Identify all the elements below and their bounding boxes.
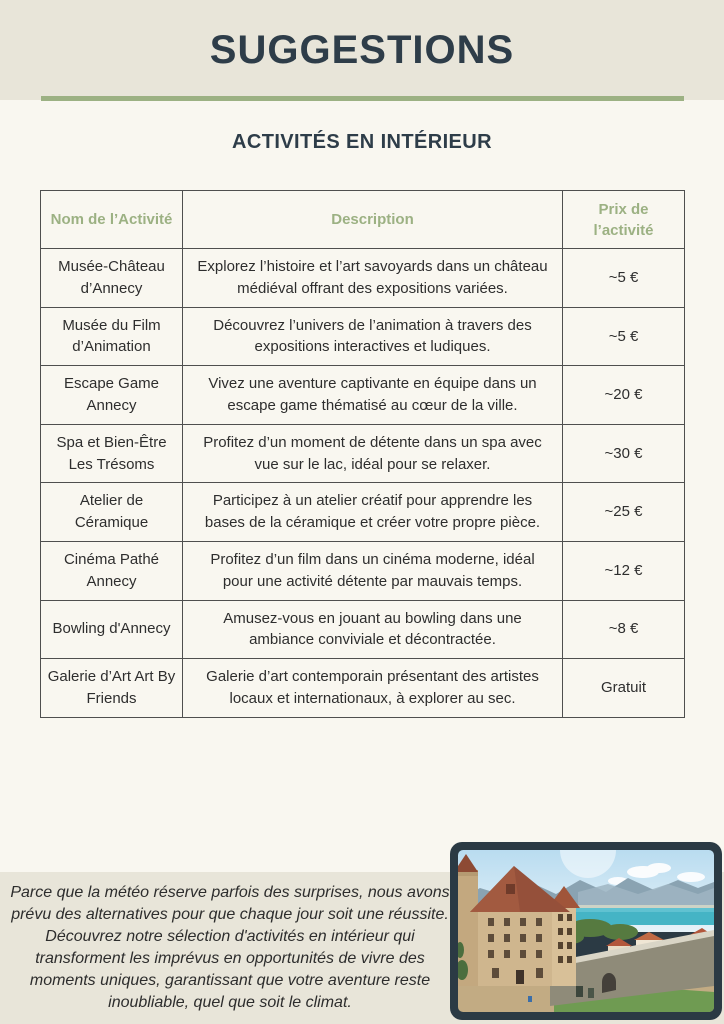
page-header (0, 0, 724, 100)
activity-name: Escape Game Annecy (41, 366, 183, 425)
activity-description: Vivez une aventure captivante en équipe dans un escape game thématisé au cœur de la ville. (183, 366, 563, 425)
table-row (41, 249, 685, 308)
activity-price: ~20 € (563, 366, 685, 425)
castle-photo (450, 842, 722, 1020)
activity-name: Galerie d’Art Art By Friends (41, 659, 183, 718)
activity-description: Profitez d’un film dans un cinéma moderne, idéal pour une activité détente par mauvais temps. (183, 541, 563, 600)
activities-table (40, 190, 685, 718)
activity-price: ~30 € (563, 424, 685, 483)
table-row (41, 659, 685, 718)
activity-price: ~8 € (563, 600, 685, 659)
table-row (41, 366, 685, 425)
page-title: SUGGESTIONS (209, 27, 515, 72)
table-row (41, 307, 685, 366)
activity-price: ~5 € (563, 249, 685, 308)
table-row (41, 424, 685, 483)
castle-photo-illustration (458, 850, 714, 1012)
activity-name: Atelier de Céramique (41, 483, 183, 542)
table-header (41, 191, 685, 249)
activity-description: Profitez d’un moment de détente dans un spa avec vue sur le lac, idéal pour se relaxer. (183, 424, 563, 483)
activity-description: Explorez l’histoire et l’art savoyards dans un château médiéval offrant des expositions variées. (183, 249, 563, 308)
table-row (41, 483, 685, 542)
column-header-price: Prix de l’activité (563, 191, 685, 249)
activity-price: ~5 € (563, 307, 685, 366)
activity-name: Musée du Film d’Animation (41, 307, 183, 366)
activity-name: Musée-Château d’Annecy (41, 249, 183, 308)
section-title: ACTIVITÉS EN INTÉRIEUR (232, 131, 492, 153)
activity-description: Participez à un atelier créatif pour apprendre les bases de la céramique et créer votre propre pièce. (183, 483, 563, 542)
activity-description: Galerie d’art contemporain présentant des artistes locaux et internationaux, à explorer au sec. (183, 659, 563, 718)
table-row (41, 600, 685, 659)
header-divider (41, 96, 684, 101)
footer-note: Parce que la météo réserve parfois des surprises, nous avons prévu des alternatives pour que chaque jour soit une réussite. Découvrez notre sélection d'activités en intérieur qui transforment les imprévus en opportunités de vivre des moments uniques, garantissant que votre aventure reste inoubliable, quel que soit le climat. (10, 884, 450, 1011)
activity-description: Amusez-vous en jouant au bowling dans une ambiance conviviale et décontractée. (183, 600, 563, 659)
activity-name: Bowling d'Annecy (41, 600, 183, 659)
activity-name: Cinéma Pathé Annecy (41, 541, 183, 600)
activity-price: ~25 € (563, 483, 685, 542)
column-header-name: Nom de l’Activité (41, 191, 183, 249)
table-header-row (41, 191, 685, 249)
activity-price: ~12 € (563, 541, 685, 600)
activity-description: Découvrez l’univers de l’animation à travers des expositions interactives et ludiques. (183, 307, 563, 366)
table-row (41, 541, 685, 600)
activity-price: Gratuit (563, 659, 685, 718)
activity-name: Spa et Bien-Être Les Trésoms (41, 424, 183, 483)
column-header-description: Description (183, 191, 563, 249)
